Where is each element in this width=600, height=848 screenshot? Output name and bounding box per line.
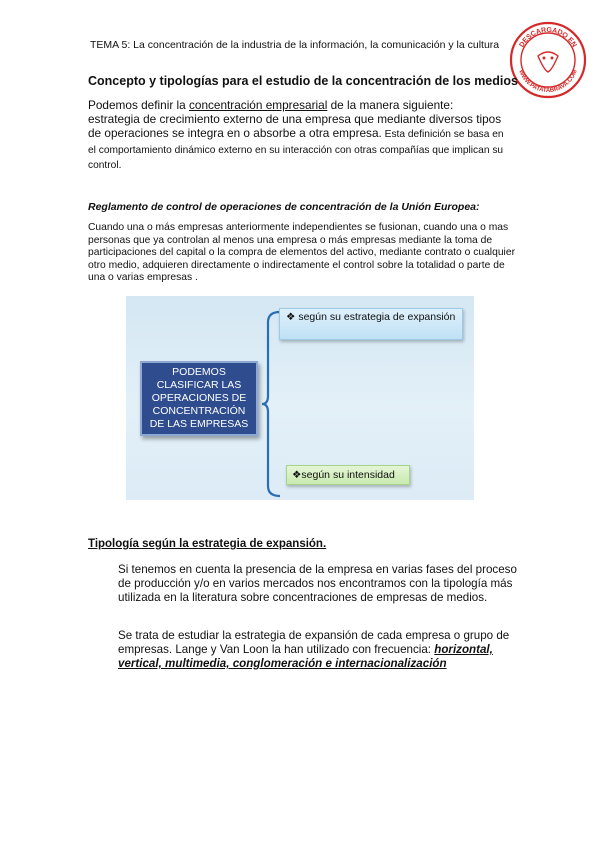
definition-note: Esta definición se basa en el comportamiento dinámico externo en su interacción con otras compañías que implican su control.	[88, 129, 504, 171]
typology-paragraph-1: Si tenemos en cuenta la presencia de la empresa en varias fases del proceso de producción y/o en varios mercados nos encontramos con la tipología más utilizada en la literatura sobre concentraciones de empresas de medios.	[118, 563, 517, 604]
definition-rest: de la manera siguiente: estrategia de crecimiento externo de una empresa que mediante diversos tipos de operaciones se integra en o absorbe a otra empresa.	[88, 98, 502, 140]
definition-lead: Podemos definir la	[88, 98, 189, 112]
section-title-concept: Concepto y tipologías para el estudio de la concentración de los medios	[88, 74, 518, 88]
classification-diagram	[126, 296, 474, 500]
typology-paragraph-2	[118, 629, 518, 671]
watermark-stamp	[508, 20, 588, 100]
typology-terms: horizontal, vertical, multimedia, conglomeración e internacionalización	[118, 643, 493, 670]
stamp-top-text: DESCARGADO EN	[518, 26, 578, 49]
document-header: TEMA 5: La concentración de la industria de la información, la comunicación y la cultura	[90, 39, 500, 51]
regulation-paragraph: Cuando una o más empresas anteriormente independientes se fusionan, cuando una o mas personas que ya controlan al menos una empresa o más empresas mediante la toma de participaciones del capital o la compra de elementos del activo, mediante contrato o cualquier otro medio, adquieren directamente o indirectamente el control sobre la totalidad o parte de una o varias empresas .	[88, 222, 515, 283]
stamp-bottom-text: WWW.PATATABRAVA.COM	[517, 69, 579, 94]
typology-paragraph-2-text: Se trata de estudiar la estrategia de expansión de cada empresa o grupo de empresas. Lange y Van Loon la han utilizado con frecuencia:	[118, 629, 510, 656]
diagram-center-box: PODEMOS CLASIFICAR LAS OPERACIONES DE CONCENTRACIÓN DE LAS EMPRESAS	[140, 361, 258, 436]
definition-term: concentración empresarial	[188, 98, 328, 112]
section-title-typology: Tipología según la estrategia de expansión.	[88, 538, 327, 550]
diagram-option-intensity: ❖según su intensidad	[286, 465, 410, 485]
diagram-option-expansion: ❖ según su estrategia de expansión	[279, 308, 463, 340]
section-title-regulation: Reglamento de control de operaciones de concentración de la Unión Europea:	[88, 201, 480, 213]
definition-paragraph	[88, 98, 508, 173]
